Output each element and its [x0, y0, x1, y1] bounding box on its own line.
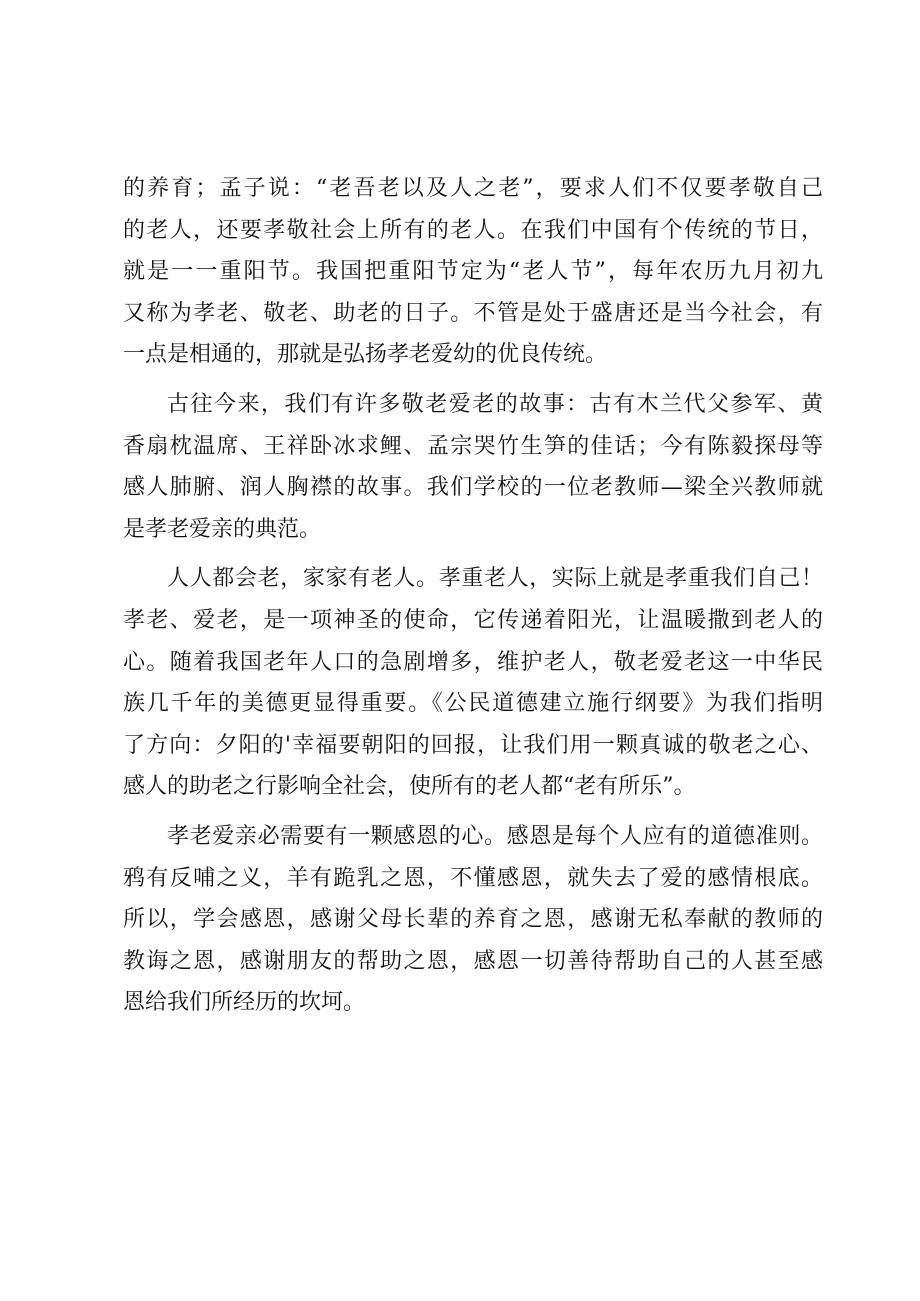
text-line: 孝老、爱老，是一项神圣的使命，它传递着阳光，让温暖撒到老人的: [123, 607, 823, 633]
paragraph-gap: [123, 376, 823, 384]
text-line: 鸦有反哺之义，羊有跪乳之恩，不懂感恩，就失去了爱的感情根底。: [123, 865, 823, 891]
text-line: 心。随着我国老年人口的急剧增多，维护老人，敬老爱老这一中华民: [123, 649, 823, 675]
paragraph-gap: [123, 808, 823, 816]
text-line: 就是一一重阳节。我国把重阳节定为“老人节”，每年农历九月初九: [123, 259, 823, 285]
document-body: [123, 168, 823, 1024]
text-line: 孝老爱亲必需要有一颗感恩的心。感恩是每个人应有的道德准则。: [167, 823, 823, 849]
text-line: 的养育；孟子说：“老吾老以及人之老”，要求人们不仅要孝敬自己: [123, 176, 823, 201]
paragraph: [123, 558, 823, 808]
text-line: 教诲之恩，感谢朋友的帮助之恩，感恩一切善待帮助自己的人甚至感: [123, 948, 823, 974]
paragraph: [123, 168, 823, 376]
paragraph: [123, 816, 823, 1024]
text-line: 感人的助老之行影响全社会，使所有的老人都“老有所乐”。: [123, 774, 696, 800]
text-line: 又称为孝老、敬老、助老的日子。不管是处于盛唐还是当今社会，有: [123, 300, 823, 326]
text-line: 感人肺腑、润人胸襟的故事。我们学校的一位老教师—梁全兴教师就: [123, 475, 823, 501]
text-line: 了方向：夕阳的'幸福要朝阳的回报，让我们用一颗真诚的敬老之心、: [123, 732, 823, 758]
text-line: 一点是相通的，那就是弘扬孝老爱幼的优良传统。: [123, 342, 608, 368]
text-line: 人人都会老，家家有老人。孝重老人，实际上就是孝重我们自己！: [167, 566, 823, 592]
text-line: 古往今来，我们有许多敬老爱老的故事：古有木兰代父参军、黄: [167, 391, 823, 417]
text-line: 是孝老爱亲的典范。: [123, 516, 322, 542]
text-line: 恩给我们所经历的坎坷。: [123, 990, 366, 1016]
paragraph-gap: [123, 550, 823, 558]
text-line: 所以，学会感恩，感谢父母长辈的养育之恩，感谢无私奉献的教师的: [123, 907, 823, 933]
text-line: 族几千年的美德更显得重要。《公民道德建立施行纲要》为我们指明: [123, 691, 823, 717]
text-line: 的老人，还要孝敬社会上所有的老人。在我们中国有个传统的节日，: [123, 217, 823, 243]
text-line: 香扇枕温席、王祥卧冰求鲤、孟宗哭竹生笋的佳话；今有陈毅探母等: [123, 433, 823, 459]
paragraph: [123, 384, 823, 550]
